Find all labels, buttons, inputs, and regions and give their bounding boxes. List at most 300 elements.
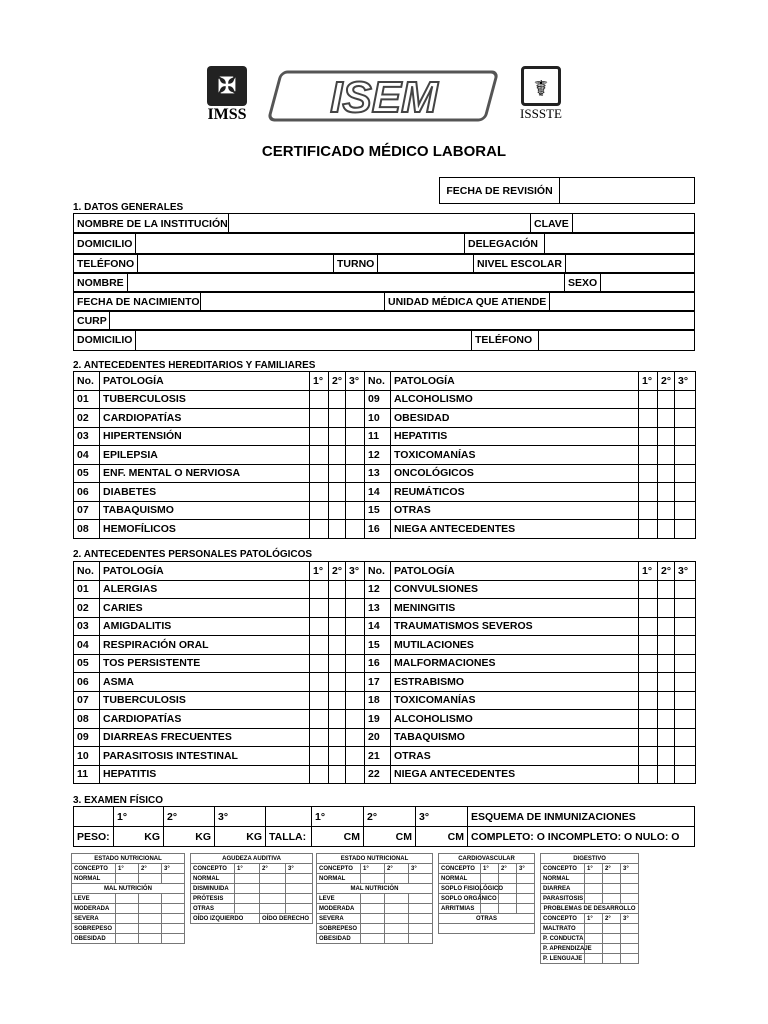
check-cell[interactable] [658, 654, 675, 673]
check-cell[interactable] [658, 390, 675, 409]
mini-label: NORMAL [191, 874, 235, 884]
check-cell[interactable] [329, 409, 346, 428]
check-cell[interactable] [409, 914, 433, 924]
pathology-label: RESPIRACIÓN ORAL [100, 636, 310, 655]
check-cell[interactable] [639, 501, 658, 520]
check-cell[interactable] [361, 904, 385, 914]
nivel-label: NIVEL ESCOLAR [474, 254, 566, 274]
check-cell[interactable] [310, 446, 329, 465]
sexo-field[interactable] [601, 273, 695, 293]
check-cell[interactable] [675, 390, 696, 409]
pathology-label: MALFORMACIONES [391, 654, 639, 673]
row-number: 14 [365, 617, 391, 636]
mini-row [72, 884, 185, 894]
exam-row [74, 827, 695, 847]
check-cell[interactable] [139, 924, 162, 934]
mini-row [317, 934, 433, 944]
imss-logo-text: IMSS [207, 106, 247, 123]
column-header: PATOLOGÍA [391, 562, 639, 581]
table-row [74, 728, 696, 747]
nivel-field[interactable] [566, 254, 695, 274]
check-cell[interactable] [639, 409, 658, 428]
table-row [74, 691, 696, 710]
check-cell[interactable] [658, 409, 675, 428]
check-cell[interactable] [310, 691, 329, 710]
check-cell[interactable] [329, 617, 346, 636]
delegacion-field[interactable] [545, 233, 695, 255]
check-cell[interactable] [385, 874, 409, 884]
row-number: 04 [74, 446, 100, 465]
check-cell[interactable] [481, 874, 499, 884]
column-header: 1° [310, 372, 329, 391]
check-cell[interactable] [116, 894, 139, 904]
isem-logo [272, 70, 492, 122]
check-cell[interactable] [675, 599, 696, 618]
physical-exam-table [73, 806, 695, 847]
check-cell[interactable] [585, 884, 603, 894]
check-cell[interactable] [499, 874, 517, 884]
check-cell[interactable] [639, 599, 658, 618]
check-cell[interactable] [310, 617, 329, 636]
check-cell[interactable] [260, 874, 286, 884]
mini-label: MODERADA [317, 904, 361, 914]
mini-row [191, 904, 313, 914]
check-cell[interactable] [675, 520, 696, 539]
mini-header: CONCEPTO [439, 864, 481, 874]
check-cell[interactable] [286, 894, 313, 904]
check-cell[interactable] [585, 924, 603, 934]
pathology-label: NIEGA ANTECEDENTES [391, 520, 639, 539]
check-cell[interactable] [675, 765, 696, 784]
column-header: 1° [310, 562, 329, 581]
mini-row [72, 904, 185, 914]
check-cell[interactable] [329, 765, 346, 784]
check-cell[interactable] [658, 691, 675, 710]
check-cell[interactable] [658, 747, 675, 766]
check-cell[interactable] [310, 501, 329, 520]
check-cell[interactable] [346, 580, 365, 599]
check-cell[interactable] [675, 501, 696, 520]
check-cell[interactable] [346, 617, 365, 636]
check-cell[interactable] [639, 710, 658, 729]
check-cell[interactable] [481, 904, 499, 914]
mini-label: NORMAL [317, 874, 361, 884]
check-cell[interactable] [329, 747, 346, 766]
institucion-field[interactable] [229, 214, 531, 234]
unidad-field[interactable] [550, 292, 695, 312]
check-cell[interactable] [310, 409, 329, 428]
column-header: 2° [329, 562, 346, 581]
check-cell[interactable] [139, 874, 162, 884]
check-cell[interactable] [310, 464, 329, 483]
turno-field[interactable] [378, 254, 474, 274]
row-number: 01 [74, 580, 100, 599]
curp-field[interactable] [110, 311, 695, 331]
check-cell[interactable] [585, 954, 603, 964]
check-cell[interactable] [346, 728, 365, 747]
check-cell[interactable] [346, 464, 365, 483]
check-cell[interactable] [346, 673, 365, 692]
check-cell[interactable] [639, 747, 658, 766]
check-cell[interactable] [517, 894, 535, 904]
check-cell[interactable] [235, 904, 260, 914]
mini-row [541, 894, 639, 904]
check-cell[interactable] [361, 924, 385, 934]
check-cell[interactable] [409, 874, 433, 884]
check-cell[interactable] [310, 747, 329, 766]
check-cell[interactable] [603, 924, 621, 934]
check-cell[interactable] [658, 483, 675, 502]
exam-cell[interactable]: KG [215, 827, 266, 847]
check-cell[interactable] [499, 894, 517, 904]
mini-header: 1° [585, 864, 603, 874]
check-cell[interactable] [639, 580, 658, 599]
check-cell[interactable] [361, 914, 385, 924]
check-cell[interactable] [310, 673, 329, 692]
check-cell[interactable] [639, 464, 658, 483]
check-cell[interactable] [346, 427, 365, 446]
check-cell[interactable] [162, 914, 185, 924]
check-cell[interactable] [162, 874, 185, 884]
pathology-label: TUBERCULOSIS [100, 390, 310, 409]
check-cell[interactable] [329, 501, 346, 520]
check-cell[interactable] [675, 728, 696, 747]
check-cell[interactable] [116, 874, 139, 884]
check-cell[interactable] [286, 884, 313, 894]
check-cell[interactable] [329, 446, 346, 465]
check-cell[interactable] [621, 894, 639, 904]
check-cell[interactable] [286, 874, 313, 884]
pathology-label: TOS PERSISTENTE [100, 654, 310, 673]
mini-row [191, 884, 313, 894]
check-cell[interactable] [675, 636, 696, 655]
mini-title: AGUDEZA AUDITIVA [191, 854, 313, 864]
check-cell[interactable] [310, 483, 329, 502]
check-cell[interactable] [658, 599, 675, 618]
check-cell[interactable] [603, 874, 621, 884]
table-row [74, 390, 696, 409]
mini-label: NORMAL [541, 874, 585, 884]
check-cell[interactable] [139, 904, 162, 914]
pathology-label: CARDIOPATÍAS [100, 710, 310, 729]
check-cell[interactable] [517, 904, 535, 914]
check-cell[interactable] [675, 580, 696, 599]
check-cell[interactable] [675, 654, 696, 673]
domicilio2-field[interactable] [136, 330, 472, 351]
check-cell[interactable] [310, 427, 329, 446]
check-cell[interactable] [329, 483, 346, 502]
pathology-label: ALCOHOLISMO [391, 390, 639, 409]
table-row [74, 464, 696, 483]
mini-header: 1° [481, 864, 499, 874]
check-cell[interactable] [603, 934, 621, 944]
check-cell[interactable] [310, 390, 329, 409]
check-cell[interactable] [658, 446, 675, 465]
check-cell[interactable] [658, 728, 675, 747]
check-cell[interactable] [346, 599, 365, 618]
check-cell[interactable] [621, 944, 639, 954]
check-cell[interactable] [260, 884, 286, 894]
exam-cell[interactable] [266, 807, 312, 827]
check-cell[interactable] [675, 617, 696, 636]
otras-field[interactable] [439, 924, 535, 934]
check-cell[interactable] [585, 934, 603, 944]
telefono2-label: TELÉFONO [472, 330, 539, 351]
check-cell[interactable] [139, 894, 162, 904]
mini-row [72, 864, 185, 874]
column-header: 3° [346, 562, 365, 581]
domicilio-field[interactable] [136, 233, 465, 255]
check-cell[interactable] [310, 636, 329, 655]
check-cell[interactable] [329, 636, 346, 655]
row-number: 16 [365, 520, 391, 539]
pathology-label: DIABETES [100, 483, 310, 502]
check-cell[interactable] [409, 924, 433, 934]
check-cell[interactable] [585, 874, 603, 884]
exam-cell[interactable]: CM [416, 827, 468, 847]
check-cell[interactable] [675, 691, 696, 710]
row-number: 19 [365, 710, 391, 729]
check-cell[interactable] [260, 894, 286, 904]
check-cell[interactable] [139, 914, 162, 924]
check-cell[interactable] [329, 599, 346, 618]
check-cell[interactable] [116, 914, 139, 924]
check-cell[interactable] [658, 580, 675, 599]
check-cell[interactable] [116, 934, 139, 944]
check-cell[interactable] [116, 924, 139, 934]
check-cell[interactable] [658, 617, 675, 636]
check-cell[interactable] [329, 654, 346, 673]
pathology-label: OTRAS [391, 501, 639, 520]
exam-cell[interactable]: KG [164, 827, 215, 847]
check-cell[interactable] [346, 654, 365, 673]
check-cell[interactable] [329, 427, 346, 446]
check-cell[interactable] [139, 934, 162, 944]
mini-row [317, 854, 433, 864]
check-cell[interactable] [621, 934, 639, 944]
check-cell[interactable] [658, 765, 675, 784]
check-cell[interactable] [639, 728, 658, 747]
check-cell[interactable] [235, 884, 260, 894]
check-cell[interactable] [658, 710, 675, 729]
check-cell[interactable] [235, 874, 260, 884]
check-cell[interactable] [639, 673, 658, 692]
check-cell[interactable] [385, 934, 409, 944]
check-cell[interactable] [346, 409, 365, 428]
mini-title: ESTADO NUTRICIONAL [317, 854, 433, 864]
check-cell[interactable] [361, 934, 385, 944]
check-cell[interactable] [517, 874, 535, 884]
pathology-label: CARDIOPATÍAS [100, 409, 310, 428]
mini-label: MODERADA [72, 904, 116, 914]
exam-cell[interactable]: CM [312, 827, 364, 847]
check-cell[interactable] [639, 765, 658, 784]
row-number: 17 [365, 673, 391, 692]
check-cell[interactable] [361, 894, 385, 904]
check-cell[interactable] [162, 904, 185, 914]
check-cell[interactable] [346, 446, 365, 465]
general-row-telefono [73, 253, 695, 274]
check-cell[interactable] [346, 501, 365, 520]
check-cell[interactable] [409, 934, 433, 944]
check-cell[interactable] [329, 464, 346, 483]
check-cell[interactable] [329, 520, 346, 539]
exam-cell[interactable] [74, 807, 114, 827]
check-cell[interactable] [346, 710, 365, 729]
check-cell[interactable] [517, 884, 535, 894]
mini-label: SOBREPESO [317, 924, 361, 934]
check-cell[interactable] [658, 427, 675, 446]
check-cell[interactable] [675, 446, 696, 465]
mini-label: PARASITOSIS [541, 894, 585, 904]
check-cell[interactable] [346, 390, 365, 409]
check-cell[interactable] [162, 924, 185, 934]
check-cell[interactable] [310, 520, 329, 539]
check-cell[interactable] [329, 580, 346, 599]
clave-field[interactable] [573, 214, 695, 234]
mini-header: CONCEPTO [541, 914, 585, 924]
mini-row [317, 884, 433, 894]
check-cell[interactable] [658, 520, 675, 539]
check-cell[interactable] [310, 654, 329, 673]
check-cell[interactable] [346, 483, 365, 502]
column-header: 3° [675, 562, 696, 581]
row-number: 11 [74, 765, 100, 784]
mini-label: P. LENGUAJE [541, 954, 585, 964]
telefono-field[interactable] [138, 254, 334, 274]
check-cell[interactable] [310, 710, 329, 729]
check-cell[interactable] [385, 904, 409, 914]
general-row-curp [73, 310, 695, 331]
table-row [74, 636, 696, 655]
check-cell[interactable] [310, 728, 329, 747]
check-cell[interactable] [675, 427, 696, 446]
check-cell[interactable] [675, 483, 696, 502]
check-cell[interactable] [385, 894, 409, 904]
check-cell[interactable] [639, 636, 658, 655]
table-row [74, 710, 696, 729]
check-cell[interactable] [639, 691, 658, 710]
check-cell[interactable] [621, 954, 639, 964]
mini-header: CONCEPTO [72, 864, 116, 874]
check-cell[interactable] [658, 636, 675, 655]
check-cell[interactable] [409, 904, 433, 914]
check-cell[interactable] [162, 934, 185, 944]
table-row [74, 747, 696, 766]
imss-eagle-icon: ✠ [207, 66, 247, 106]
check-cell[interactable] [385, 914, 409, 924]
check-cell[interactable] [260, 904, 286, 914]
pathology-label: ASMA [100, 673, 310, 692]
mini-row [317, 864, 433, 874]
check-cell[interactable] [639, 390, 658, 409]
check-cell[interactable] [346, 765, 365, 784]
exam-cell[interactable]: CM [364, 827, 416, 847]
check-cell[interactable] [361, 874, 385, 884]
check-cell[interactable] [675, 747, 696, 766]
exam-cell: 2° [364, 807, 416, 827]
mini-label: LEVE [317, 894, 361, 904]
check-cell[interactable] [310, 765, 329, 784]
exam-cell[interactable]: KG [114, 827, 164, 847]
table-row [74, 520, 696, 539]
check-cell[interactable] [603, 894, 621, 904]
mini-title: CARDIOVASCULAR [439, 854, 535, 864]
mini-row [191, 894, 313, 904]
nacimiento-field[interactable] [201, 292, 385, 312]
check-cell[interactable] [116, 904, 139, 914]
section-3-title: 2. ANTECEDENTES PERSONALES PATOLÓGICOS [73, 549, 313, 560]
table-row [74, 654, 696, 673]
check-cell[interactable] [658, 464, 675, 483]
nombre-field[interactable] [128, 273, 565, 293]
check-cell[interactable] [286, 904, 313, 914]
check-cell[interactable] [346, 636, 365, 655]
check-cell[interactable] [675, 710, 696, 729]
check-cell[interactable] [603, 944, 621, 954]
check-cell[interactable] [639, 427, 658, 446]
mini-row [317, 904, 433, 914]
check-cell[interactable] [346, 747, 365, 766]
check-cell[interactable] [621, 874, 639, 884]
cardiovascular-table [438, 853, 535, 934]
row-number: 16 [365, 654, 391, 673]
check-cell[interactable] [658, 673, 675, 692]
check-cell[interactable] [603, 954, 621, 964]
row-number: 05 [74, 464, 100, 483]
row-number: 18 [365, 691, 391, 710]
general-row-domicilio2 [73, 329, 695, 351]
general-row-nacimiento [73, 291, 695, 312]
check-cell[interactable] [310, 599, 329, 618]
telefono2-field[interactable] [539, 330, 695, 351]
check-cell[interactable] [346, 691, 365, 710]
check-cell[interactable] [329, 710, 346, 729]
check-cell[interactable] [639, 617, 658, 636]
check-cell[interactable] [675, 409, 696, 428]
check-cell[interactable] [329, 728, 346, 747]
check-cell[interactable] [675, 464, 696, 483]
check-cell[interactable] [329, 691, 346, 710]
check-cell[interactable] [499, 904, 517, 914]
column-header: PATOLOGÍA [391, 372, 639, 391]
mini-row [541, 924, 639, 934]
check-cell[interactable] [675, 673, 696, 692]
check-cell[interactable] [603, 884, 621, 894]
check-cell[interactable] [329, 673, 346, 692]
check-cell[interactable] [639, 446, 658, 465]
check-cell[interactable] [658, 501, 675, 520]
check-cell[interactable] [235, 894, 260, 904]
check-cell[interactable] [585, 894, 603, 904]
column-header: 3° [675, 372, 696, 391]
check-cell[interactable] [346, 520, 365, 539]
check-cell[interactable] [162, 894, 185, 904]
mini-row [72, 914, 185, 924]
row-number: 07 [74, 691, 100, 710]
check-cell[interactable] [639, 654, 658, 673]
check-cell[interactable] [621, 924, 639, 934]
check-cell[interactable] [409, 894, 433, 904]
check-cell[interactable] [621, 884, 639, 894]
check-cell[interactable] [329, 390, 346, 409]
check-cell[interactable] [639, 520, 658, 539]
check-cell[interactable] [385, 924, 409, 934]
check-cell[interactable] [639, 483, 658, 502]
column-header: 2° [658, 372, 675, 391]
check-cell[interactable] [310, 580, 329, 599]
revision-field[interactable] [560, 178, 695, 204]
